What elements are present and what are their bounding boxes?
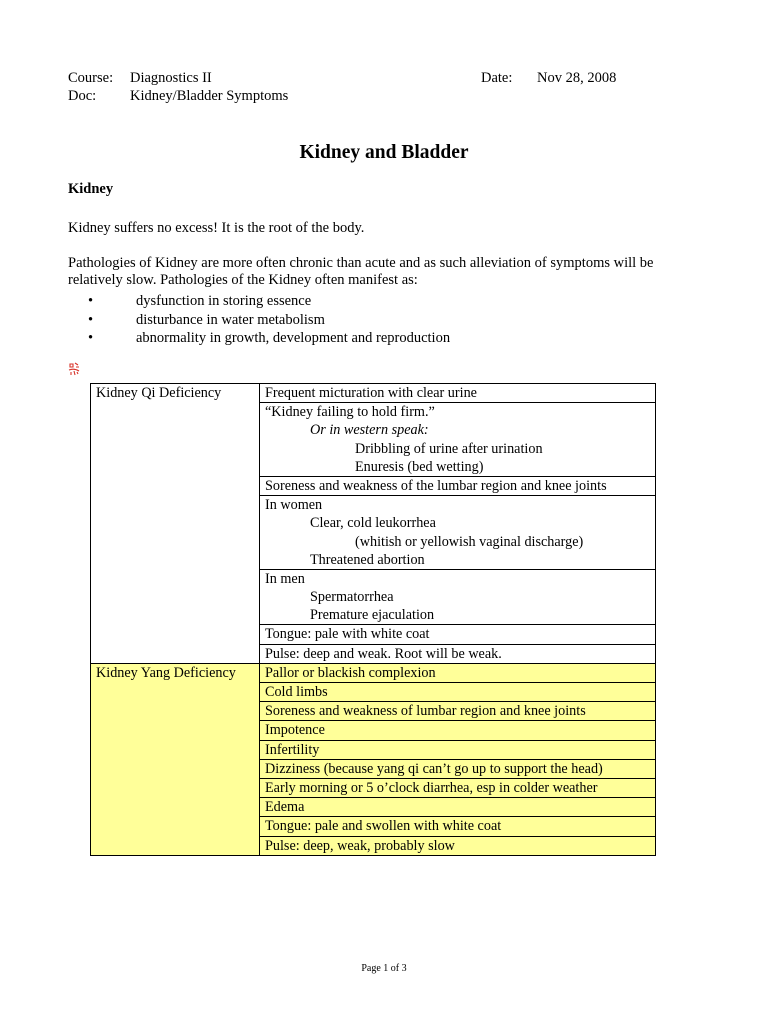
table-row — [91, 384, 656, 403]
date-label: Date: — [481, 70, 513, 86]
symptom-line: Pulse: deep and weak. Root will be weak. — [265, 645, 502, 662]
symptom-line: “Kidney failing to hold firm.” — [265, 404, 435, 421]
symptom-cell — [260, 759, 656, 778]
symptom-line: Edema — [265, 799, 305, 816]
symptom-cell — [260, 384, 656, 403]
bullet-text: dysfunction in storing essence — [136, 293, 312, 309]
page-number: Page 1 of 3 — [361, 963, 407, 974]
symptom-line: Cold limbs — [265, 684, 328, 700]
symptom-cell — [260, 569, 656, 625]
symptom-line: Threatened abortion — [310, 551, 425, 568]
bullet-marker: • — [88, 330, 94, 346]
symptom-cell — [260, 798, 656, 817]
symptom-cell — [260, 836, 656, 855]
page-title: Kidney and Bladder — [299, 142, 469, 163]
symptom-cell — [260, 625, 656, 644]
bullet-text: abnormality in growth, development and reproduction — [136, 330, 451, 346]
symptom-cell — [260, 476, 656, 495]
doc-value: Kidney/Bladder Symptoms — [130, 88, 289, 104]
symptom-line: Dribbling of urine after urination — [355, 440, 543, 457]
symptom-cell — [260, 702, 656, 721]
symptom-cell — [260, 644, 656, 663]
symptom-line: Tongue: pale and swollen with white coat — [265, 818, 502, 835]
course-value: Diagnostics II — [130, 70, 212, 86]
symptom-line: Pallor or blackish complexion — [265, 664, 436, 681]
symptom-cell — [260, 403, 656, 477]
bullet-text: disturbance in water metabolism — [136, 311, 325, 328]
section-heading: Kidney — [68, 181, 114, 197]
symptom-line: Dizziness (because yang qi can’t go up to support the head) — [265, 760, 603, 777]
yang-deficiency-label: Kidney Yang Deficiency — [91, 663, 260, 855]
symptom-table — [90, 383, 656, 856]
symptom-line: In men — [265, 570, 305, 587]
doc-label: Doc: — [68, 88, 97, 104]
symptom-line: Early morning or 5 o’clock diarrhea, esp in colder weather — [265, 779, 598, 796]
symptom-line: Spermatorrhea — [310, 589, 394, 606]
symptom-line: In women — [265, 497, 323, 514]
table-row — [91, 663, 656, 682]
symptom-line: Soreness and weakness of lumbar region and knee joints — [265, 703, 586, 720]
symptom-line: Pulse: deep, weak, probably slow — [265, 837, 455, 854]
symptom-cell — [260, 740, 656, 759]
bullet-marker: • — [88, 311, 94, 328]
symptom-line: Clear, cold leukorrhea — [310, 515, 436, 532]
symptom-cell — [260, 683, 656, 702]
symptom-cell — [260, 496, 656, 570]
symptom-line: Tongue: pale with white coat — [265, 626, 430, 643]
bullet-marker: • — [88, 293, 94, 309]
pathology-paragraph: Pathologies of Kidney are more often chronic than acute and as such alleviation of symptoms will be relatively slow. Pathologies of the Kidney often manifest as: — [68, 255, 654, 288]
intro-paragraph: Kidney suffers no excess! It is the root of the body. — [68, 220, 365, 236]
date-value: Nov 28, 2008 — [537, 70, 617, 86]
symptom-line: Or in western speak: — [310, 422, 429, 439]
symptom-line: Soreness and weakness of the lumbar region and knee joints — [265, 477, 607, 494]
symptom-cell — [260, 817, 656, 836]
symptom-line: Premature ejaculation — [310, 607, 435, 624]
symptom-line: Frequent micturation with clear urine — [265, 385, 477, 401]
course-label: Course: — [68, 70, 114, 86]
symptom-line: (whitish or yellowish vaginal discharge) — [355, 533, 584, 550]
qi-deficiency-label: Kidney Qi Deficiency — [91, 384, 260, 664]
symptom-line: Impotence — [265, 722, 325, 739]
symptom-cell — [260, 778, 656, 797]
symptom-cell — [260, 663, 656, 682]
symptom-line: Enuresis (bed wetting) — [355, 458, 484, 475]
red-stamp-icon — [67, 362, 81, 376]
symptom-cell — [260, 721, 656, 740]
symptom-line: Infertility — [265, 741, 320, 758]
